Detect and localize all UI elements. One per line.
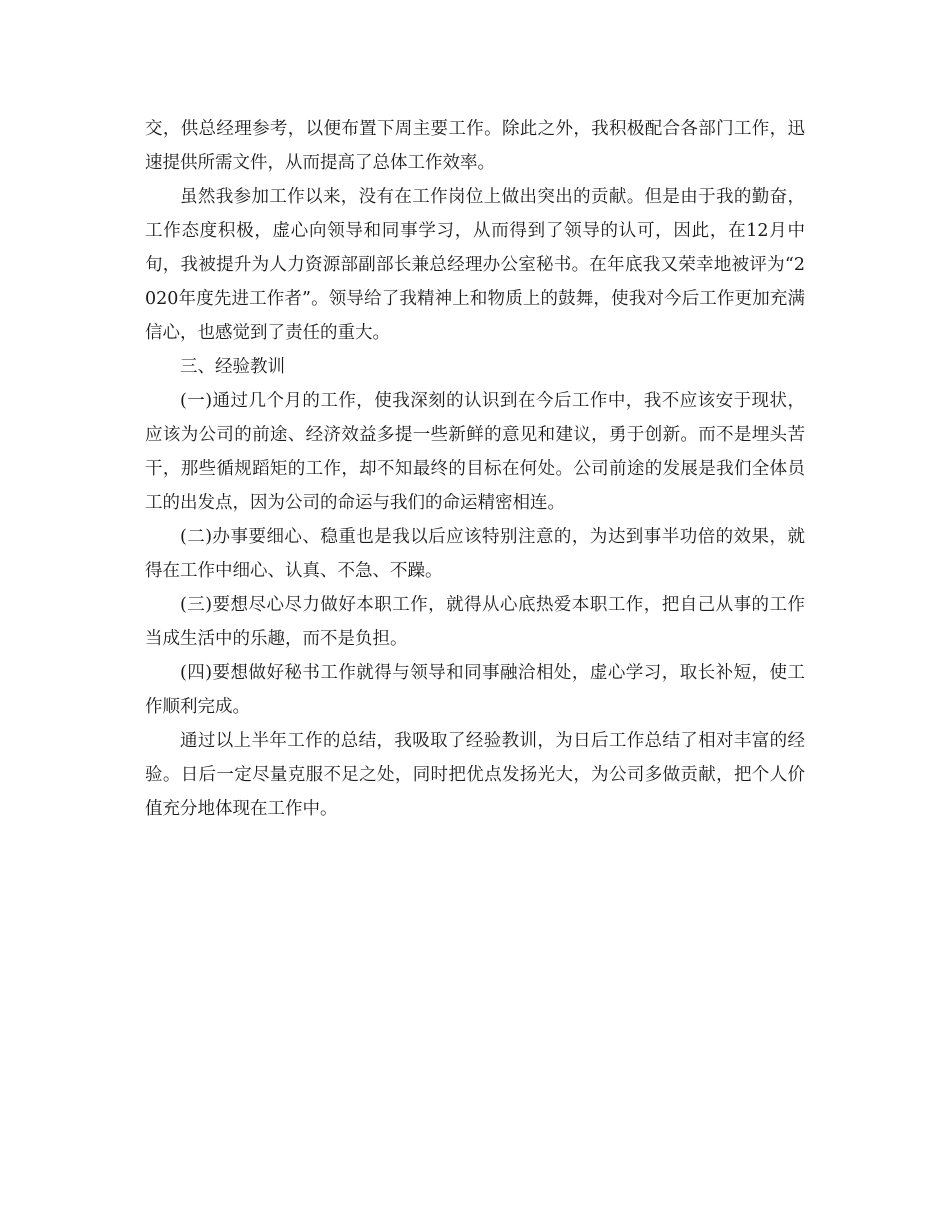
paragraph-continuation: 交，供总经理参考，以便布置下周主要工作。除此之外，我积极配合各部门工作，迅速提供所需文件，从而提高了总体工作效率。	[145, 119, 805, 173]
paragraph-lesson-2: (二)办事要细心、稳重也是我以后应该特别注意的，为达到事半功倍的效果，就得在工作中细心、认真、不急、不躁。	[145, 527, 805, 581]
section-heading-lessons: 三、经验教训	[180, 357, 285, 377]
paragraph-contribution: 虽然我参加工作以来，没有在工作岗位上做出突出的贡献。但是由于我的勤奋，工作态度积极，虚心向领导和同事学习，从而得到了领导的认可，因此，在12月中旬，我被提升为人力资源部副部长兼总经理办公室秘书。在年底我又荣幸地被评为“2020年度先进工作者”。领导给了我精神上和物质上的鼓舞，使我对今后工作更加充满信心，也感觉到了责任的重大。	[145, 187, 805, 343]
paragraph-lesson-3: (三)要想尽心尽力做好本职工作，就得从心底热爱本职工作，把自己从事的工作当成生活中的乐趣，而不是负担。	[145, 595, 805, 649]
paragraph-conclusion: 通过以上半年工作的总结，我吸取了经验教训，为日后工作总结了相对丰富的经验。日后一定尽量克服不足之处，同时把优点发扬光大，为公司多做贡献，把个人价值充分地体现在工作中。	[145, 731, 805, 819]
document-body	[145, 112, 805, 826]
paragraph-lesson-1: (一)通过几个月的工作，使我深刻的认识到在今后工作中，我不应该安于现状，应该为公司的前途、经济效益多提一些新鲜的意见和建议，勇于创新。而不是埋头苦干，那些循规蹈矩的工作，却不知最终的目标在何处。公司前途的发展是我们全体员工的出发点，因为公司的命运与我们的命运精密相连。	[145, 391, 805, 513]
paragraph-lesson-4: (四)要想做好秘书工作就得与领导和同事融洽相处，虚心学习，取长补短，使工作顺利完成。	[145, 663, 805, 717]
